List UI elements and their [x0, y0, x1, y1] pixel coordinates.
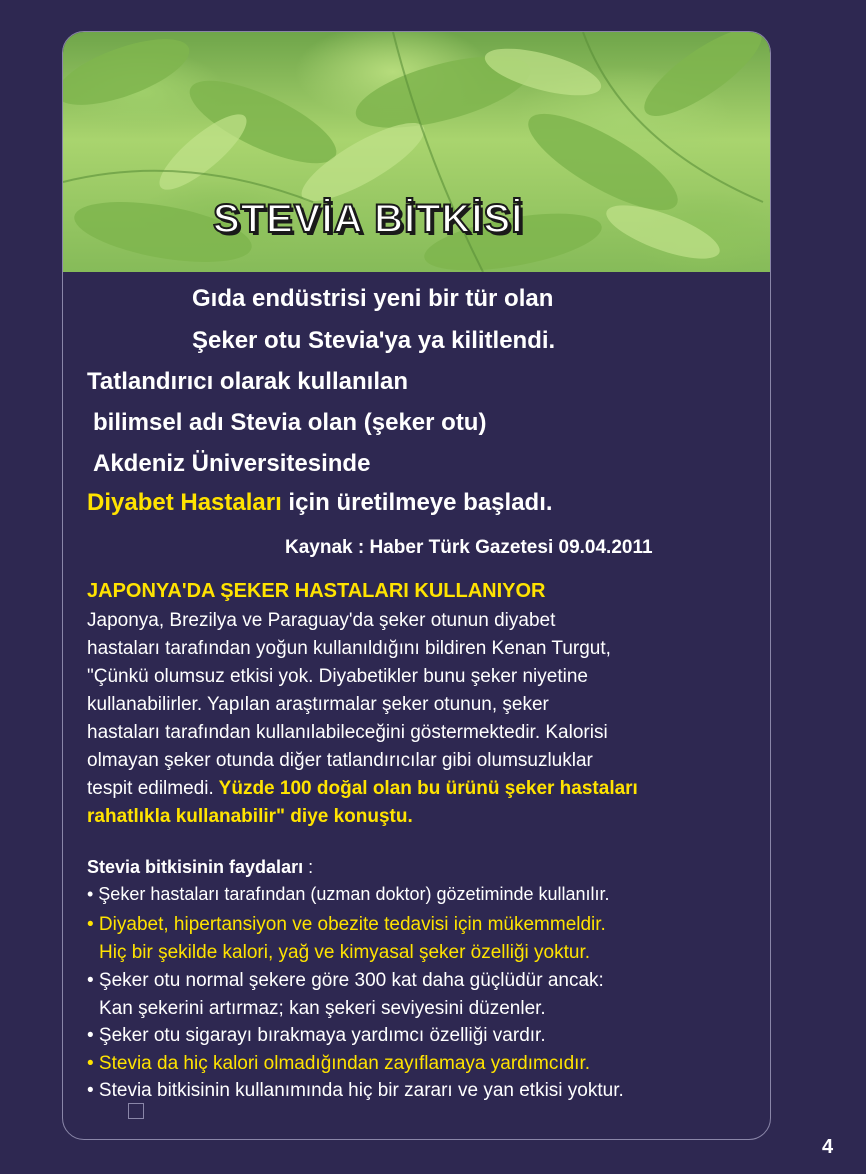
article-line: hastaları tarafından kullanılabileceğini göstermektedir. Kalorisi — [87, 722, 608, 743]
benefit-item: • Stevia da hiç kalori olmadığından zayıflamaya yardımcıdır. — [87, 1053, 590, 1074]
article-line: kullanabilirler. Yapılan araştırmalar şeker otunun, şeker — [87, 694, 549, 715]
intro-line-4: bilimsel adı Stevia olan (şeker otu) — [93, 409, 487, 436]
benefit-item: Kan şekerini artırmaz; kan şekeri seviyesini düzenler. — [99, 998, 546, 1019]
article-line-7-bold: Yüzde 100 doğal olan bu ürünü şeker hastaları — [213, 778, 638, 799]
intro-line-2: Şeker otu Stevia'ya ya kilitlendi. — [192, 327, 556, 354]
article-line: hastaları tarafından yoğun kullanıldığını bildiren Kenan Turgut, — [87, 638, 611, 659]
article-line — [87, 806, 413, 828]
intro-line-5: Akdeniz Üniversitesinde — [93, 450, 371, 477]
benefit-item: • Şeker hastaları tarafından (uzman doktor) gözetiminde kullanılır. — [87, 884, 610, 904]
benefit-item: • Şeker otu normal şekere göre 300 kat daha güçlüdür ancak: — [87, 970, 604, 991]
intro-highlight: Diyabet Hastaları — [87, 489, 282, 516]
benefit-item: • Stevia bitkisinin kullanımında hiç bir zararı ve yan etkisi yoktur. — [87, 1080, 624, 1101]
article-line: "Çünkü olumsuz etkisi yok. Diyabetikler bunu şeker niyetine — [87, 666, 588, 687]
article-line: olmayan şeker otunda diğer tatlandırıcılar gibi olumsuzluklar — [87, 750, 593, 771]
benefits-heading — [87, 857, 313, 878]
intro-line-1: Gıda endüstrisi yeni bir tür olan — [192, 285, 554, 312]
page-number: 4 — [822, 1136, 834, 1158]
intro-line-3: Tatlandırıcı olarak kullanılan — [87, 368, 408, 395]
benefits-heading-bold: Stevia bitkisinin faydaları — [87, 857, 304, 877]
empty-box-icon — [128, 1103, 144, 1119]
article-line-8-bold: rahatlıkla kullanabilir" diye konuştu. — [87, 806, 413, 827]
article-line — [87, 778, 638, 800]
benefit-item: • Şeker otu sigarayı bırakmaya yardımcı özelliği vardır. — [87, 1025, 546, 1046]
hero-banner — [63, 32, 771, 272]
hero-title: STEVİA BİTKİSİ — [213, 197, 524, 241]
intro-line-6-rest: için üretilmeye başladı. — [281, 489, 553, 516]
article-heading: JAPONYA'DA ŞEKER HASTALARI KULLANIYOR — [87, 580, 546, 602]
article-line-7-plain: tespit edilmedi. — [87, 778, 214, 799]
intro-line-6 — [87, 489, 553, 517]
benefit-item: • Diyabet, hipertansiyon ve obezite tedavisi için mükemmeldir. — [87, 914, 606, 935]
benefits-heading-rest: : — [303, 857, 314, 877]
article-line: Japonya, Brezilya ve Paraguay'da şeker otunun diyabet — [87, 610, 556, 631]
benefit-item: Hiç bir şekilde kalori, yağ ve kimyasal şeker özelliği yoktur. — [99, 942, 591, 963]
source-citation: Kaynak : Haber Türk Gazetesi 09.04.2011 — [285, 537, 653, 558]
